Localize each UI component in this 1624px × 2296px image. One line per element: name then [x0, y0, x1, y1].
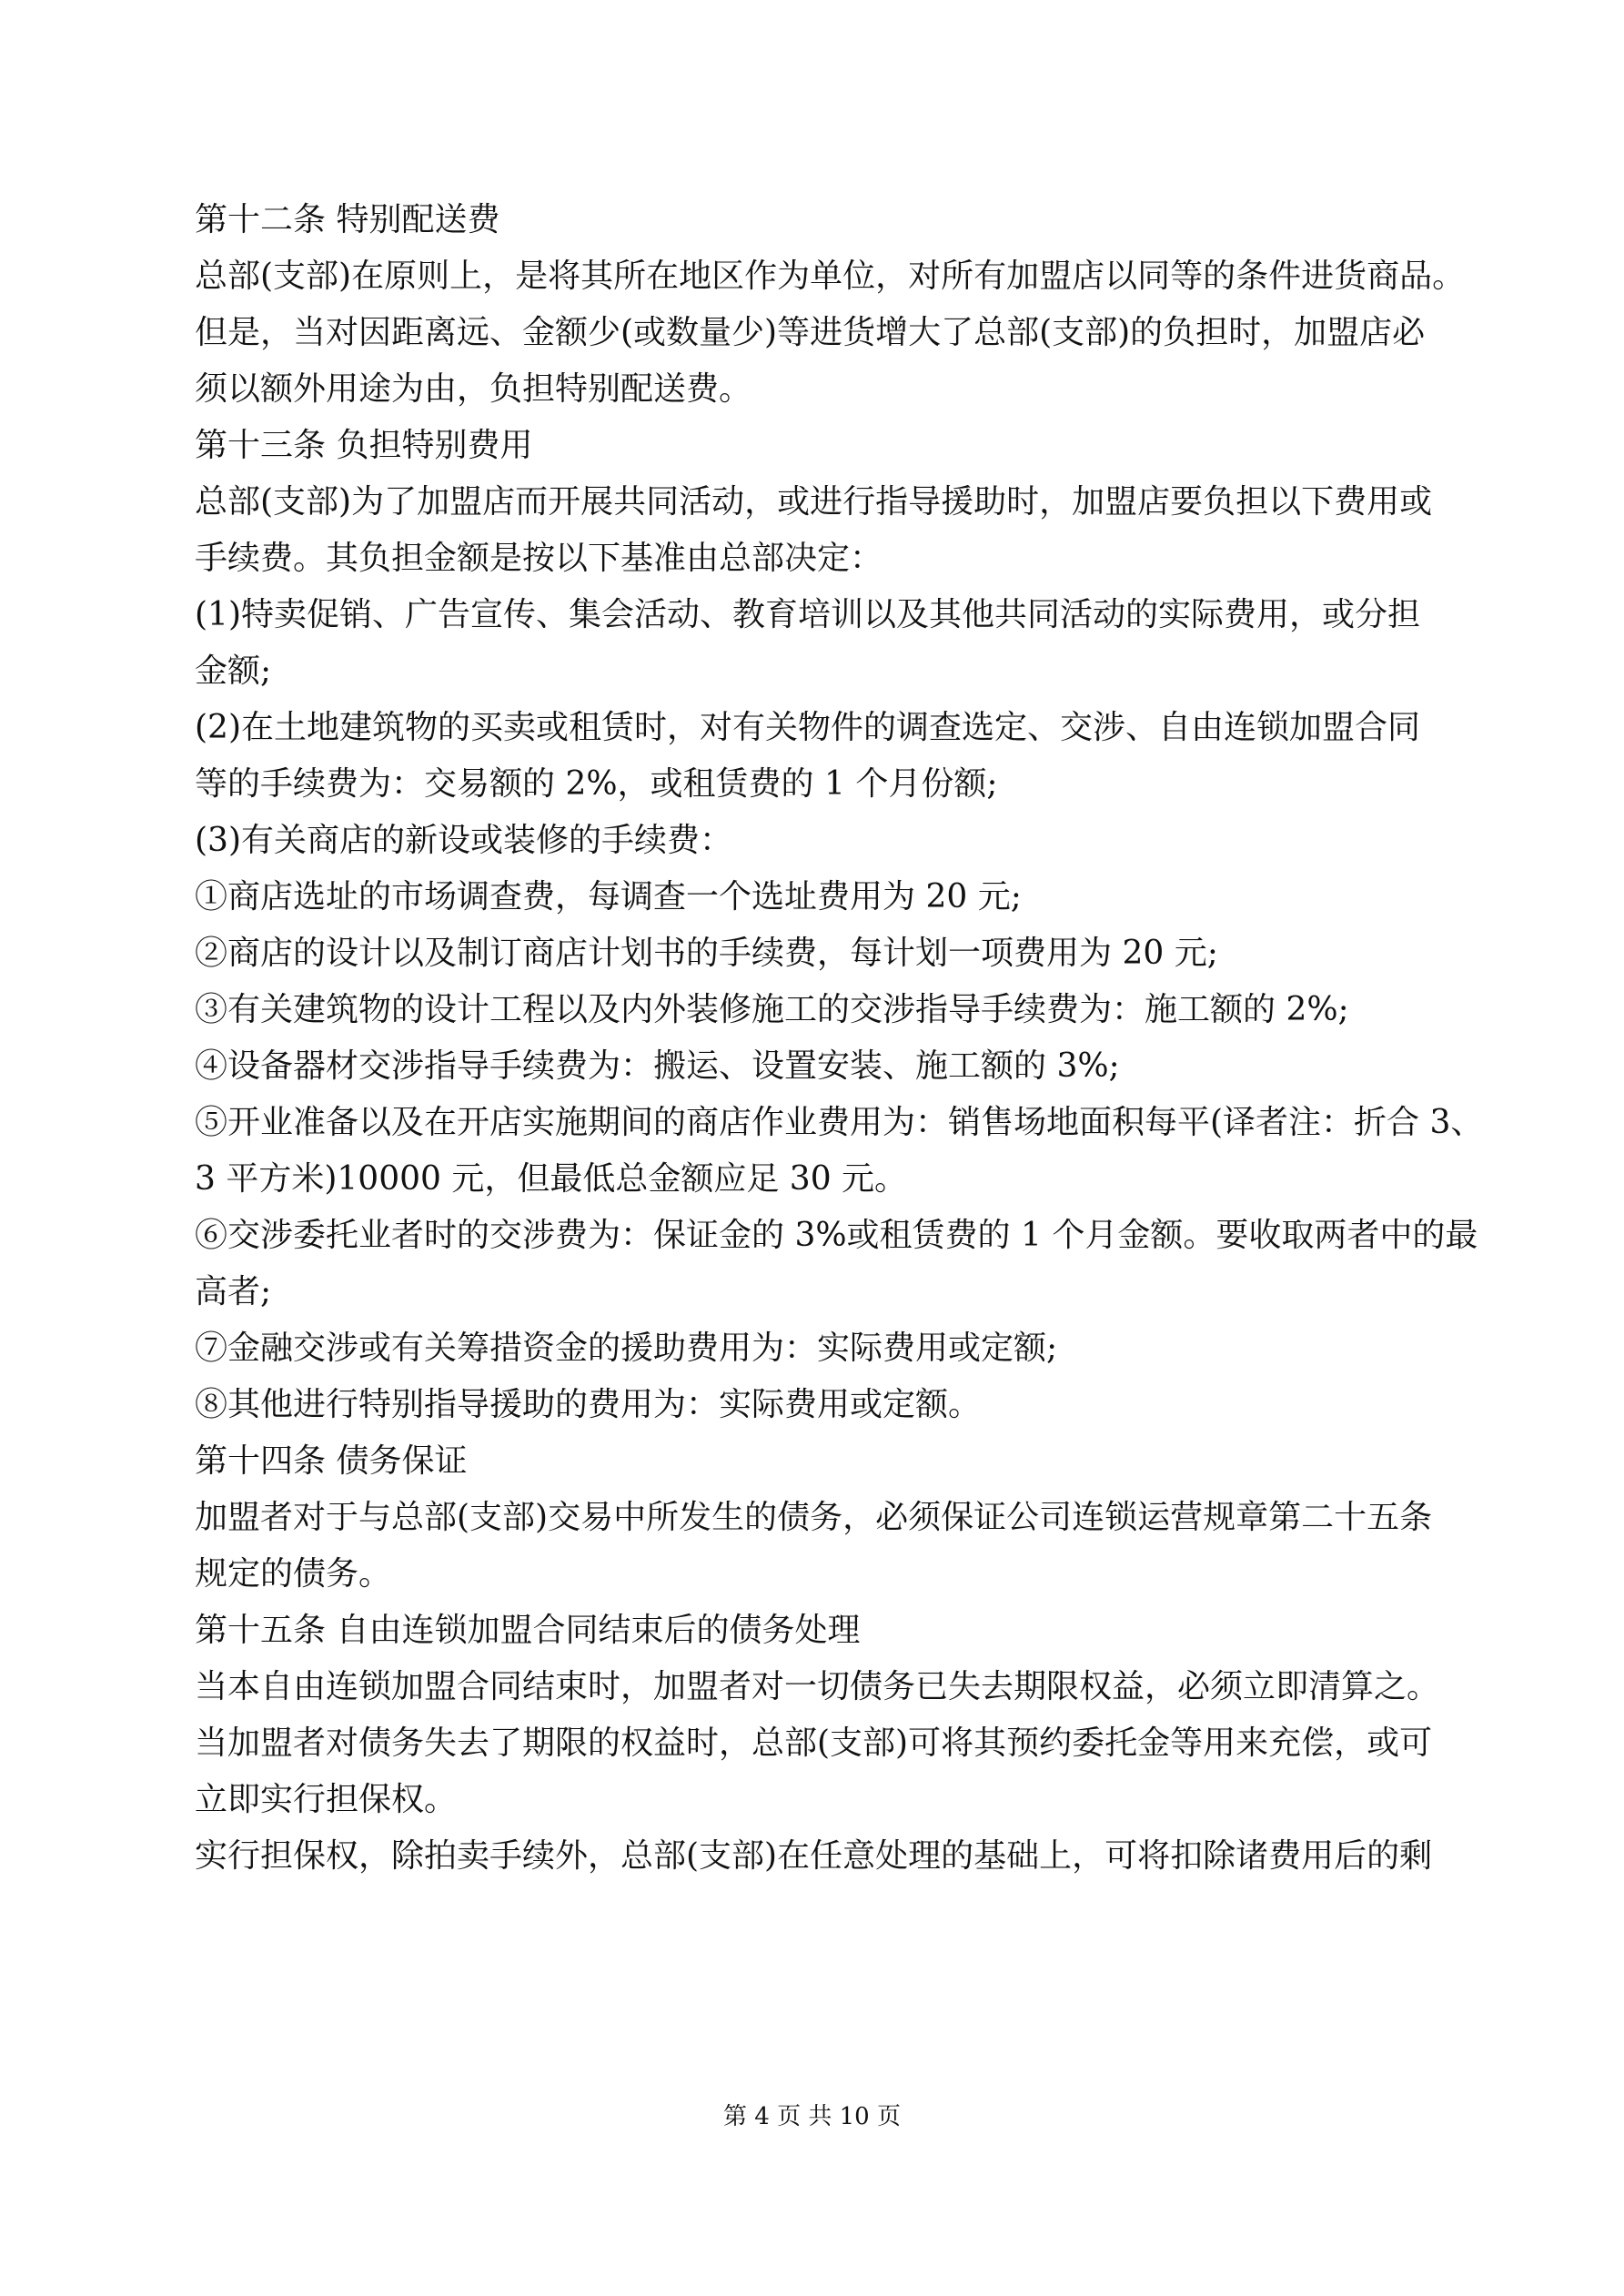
section-heading: 第十三条 负担特别费用 — [195, 427, 533, 464]
document-body — [195, 197, 1484, 1889]
paragraph-line: 当加盟者对债务失去了期限的权益时，总部(支部)可将其预约委托金等用来充偿，或可 — [195, 1725, 1433, 1762]
section-heading: 第十四条 债务保证 — [195, 1442, 468, 1480]
list-item-line: (3)有关商店的新设或装修的手续费： — [195, 822, 732, 859]
sub-item-line: 高者; — [195, 1273, 272, 1310]
paragraph-line: 规定的债务。 — [195, 1555, 392, 1593]
sub-item-line: 3 平方米)10000 元，但最低总金额应足 30 元。 — [195, 1160, 908, 1198]
list-item-line: 等的手续费为：交易额的 2%，或租赁费的 1 个月份额; — [195, 765, 998, 803]
paragraph-line: 加盟者对于与总部(支部)交易中所发生的债务，必须保证公司连锁运营规章第二十五条 — [195, 1499, 1433, 1536]
list-item-line: (2)在土地建筑物的买卖或租赁时，对有关物件的调查选定、交涉、自由连锁加盟合同 — [195, 709, 1420, 746]
paragraph-line: 须以额外用途为由，负担特别配送费。 — [195, 370, 752, 408]
paragraph-line: 立即实行担保权。 — [195, 1781, 458, 1818]
sub-item-line: ⑦金融交涉或有关筹措资金的援助费用为：实际费用或定额; — [195, 1330, 1058, 1367]
sub-item-line: ①商店选址的市场调查费，每调查一个选址费用为 20 元; — [195, 878, 1022, 915]
paragraph-line: 当本自由连锁加盟合同结束时，加盟者对一切债务已失去期限权益，必须立即清算之。 — [195, 1668, 1440, 1705]
sub-item-line: ②商店的设计以及制订商店计划书的手续费，每计划一项费用为 20 元; — [195, 935, 1218, 972]
sub-item-line: ③有关建筑物的设计工程以及内外装修施工的交涉指导手续费为：施工额的 2%; — [195, 991, 1349, 1028]
list-item-line: (1)特卖促销、广告宣传、集会活动、教育培训以及其他共同活动的实际费用，或分担 — [195, 596, 1420, 633]
sub-item-line: ⑥交涉委托业者时的交涉费为：保证金的 3%或租赁费的 1 个月金额。要收取两者中的最 — [195, 1217, 1478, 1254]
sub-item-line: ⑧其他进行特别指导援助的费用为：实际费用或定额。 — [195, 1386, 982, 1423]
section-heading: 第十五条 自由连锁加盟合同结束后的债务处理 — [195, 1612, 861, 1649]
paragraph-line: 总部(支部)为了加盟店而开展共同活动，或进行指导援助时，加盟店要负担以下费用或 — [195, 483, 1433, 521]
paragraph-line: 但是，当对因距离远、金额少(或数量少)等进货增大了总部(支部)的负担时，加盟店必 — [195, 314, 1426, 351]
page-number: 第 4 页 共 10 页 — [723, 2103, 901, 2130]
section-heading: 第十二条 特别配送费 — [195, 201, 500, 238]
sub-item-line: ⑤开业准备以及在开店实施期间的商店作业费用为：销售场地面积每平(译者注：折合 3、 — [195, 1104, 1484, 1141]
paragraph-line: 手续费。其负担金额是按以下基准由总部决定： — [195, 540, 883, 577]
paragraph-line: 实行担保权，除拍卖手续外，总部(支部)在任意处理的基础上，可将扣除诸费用后的剩 — [195, 1837, 1433, 1875]
paragraph-line: 总部(支部)在原则上，是将其所在地区作为单位，对所有加盟店以同等的条件进货商品。 — [195, 258, 1466, 295]
list-item-line: 金额; — [195, 652, 272, 690]
sub-item-line: ④设备器材交涉指导手续费为：搬运、设置安装、施工额的 3%; — [195, 1047, 1120, 1085]
